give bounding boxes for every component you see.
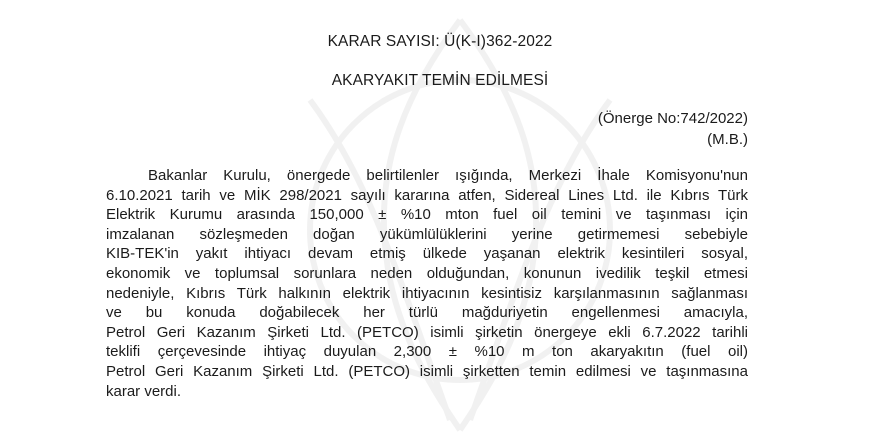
body-line: Bakanlar Kurulu, önergede belirtilenler ışığında, Merkezi İhale Komisyonu'nun	[148, 167, 748, 184]
body-line: imzalanan sözleşmeden doğan yükümlülüklerini yerine getirmemesi sebebiyle	[106, 225, 748, 243]
body-line: ve bu konuda doğabilecek her türlü mağduriyetin engellenmesi amacıyla,	[106, 304, 748, 322]
body-line: Elektrik Kurumu arasında 150,000 ± %10 mton fuel oil temini ve taşınması için	[106, 206, 748, 224]
body-line: Petrol Geri Kazanım Şirketi Ltd. (PETCO) isimli şirketten temin edilmesi ve taşınmasına	[106, 362, 748, 380]
body-line: nedeniyle, Kıbrıs Türk halkının elektrik ihtiyacının kesintisiz karşılanmasının sağlanması	[106, 284, 748, 302]
body-line: teklifi çerçevesinde ihtiyaç duyulan 2,300 ± %10 m ton akaryakıtın (fuel oil)	[106, 343, 748, 361]
body-line: karar verdi.	[106, 382, 182, 400]
body-line: ekonomik ve toplumsal sorunlara neden olduğundan, konunun ivedilik teşkil etmesi	[106, 264, 748, 282]
body-line: 6.10.2021 tarih ve MİK 298/2021 sayılı kararına atfen, Sidereal Lines Ltd. ile Kıbrıs Türk	[106, 186, 748, 204]
decision-title: AKARYAKIT TEMİN EDİLMESİ	[331, 72, 549, 89]
initials: (M.B.)	[707, 131, 748, 148]
body-line: KIB-TEK'in yakıt ihtiyacı devam etmiş ülkede yaşanan elektrik kesintileri sosyal,	[106, 245, 748, 263]
motion-number: (Önerge No:742/2022)	[597, 110, 748, 127]
decision-body	[106, 166, 748, 401]
decision-number: KARAR SAYISI: Ü(K-I)362-2022	[327, 33, 553, 50]
body-line: Petrol Geri Kazanım Şirketi Ltd. (PETCO) isimli şirketin önergeye ekli 6.7.2022 tarihli	[106, 323, 748, 341]
